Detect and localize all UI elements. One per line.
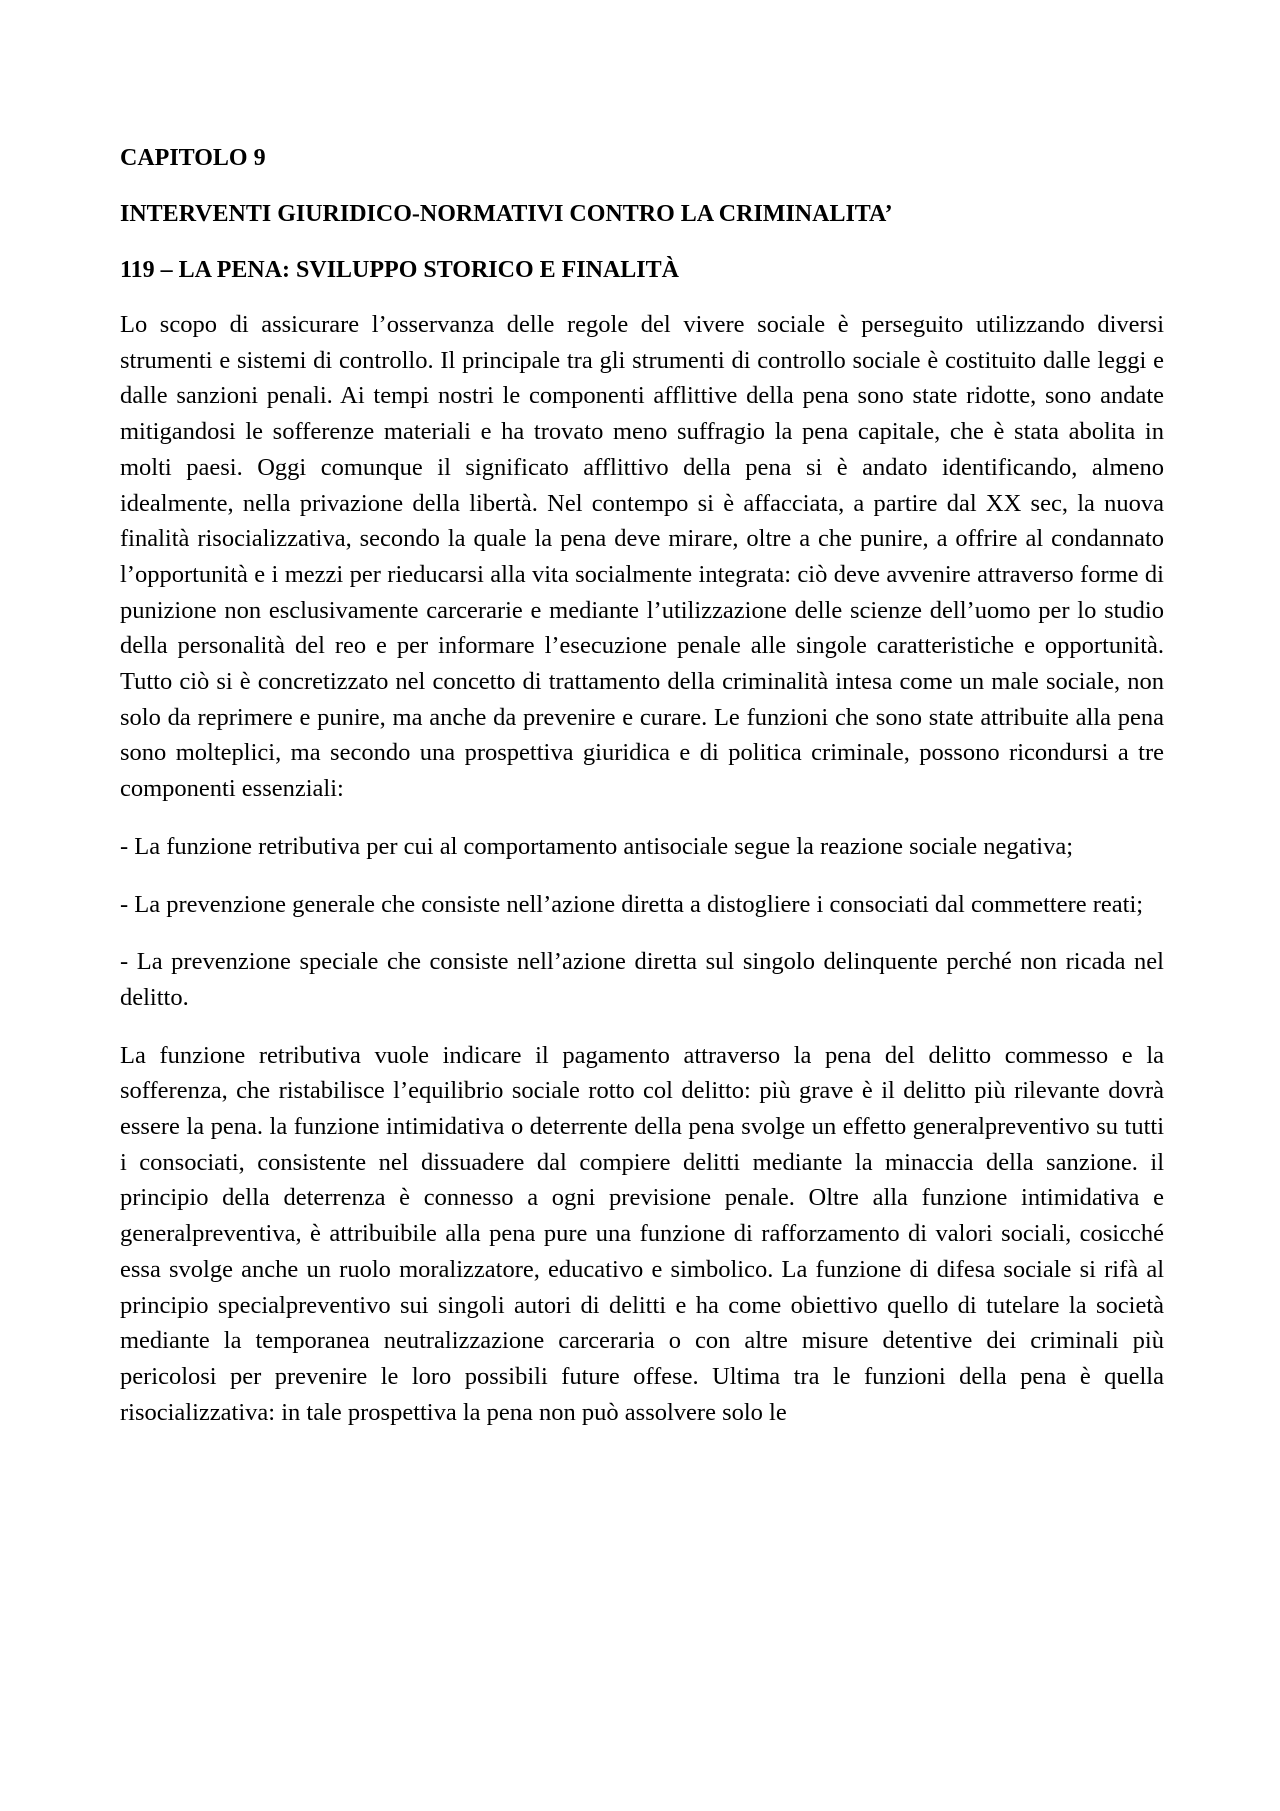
document-page (120, 143, 1164, 1452)
chapter-heading: CAPITOLO 9 (120, 145, 266, 171)
paragraph-intro: Lo scopo di assicurare l’osservanza delle regole del vivere sociale è perseguito utilizzando diversi strumenti e sistemi di controllo. Il principale tra gli strumenti di controllo sociale è costituito dalle leggi e dalle sanzioni penali. Ai tempi nostri le componenti afflittive della pena sono state ridotte, sono andate mitigandosi le sofferenze materiali e ha trovato meno suffragio la pena capitale, che è stata abolita in molti paesi. Oggi comunque il significato afflittivo della pena si è andato identificando, almeno idealmente, nella privazione della libertà. Nel contempo si è affacciata, a partire dal XX sec, la nuova finalità risocializzativa, secondo la quale la pena deve mirare, oltre a che punire, a offrire al condannato l’opportunità e i mezzi per rieducarsi alla vita socialmente integrata: ciò deve avvenire attraverso forme di punizione non esclusivamente carcerarie e mediante l’utilizzazione delle scienze dell’uomo per lo studio della personalità del reo e per informare l’esecuzione penale alle singole caratteristiche e opportunità. Tutto ciò si è concretizzato nel concetto di trattamento della criminalità intesa come un male sociale, non solo da reprimere e punire, ma anche da prevenire e curare. Le funzioni che sono state attribuite alla pena sono molteplici, ma secondo una prospettiva giuridica e di politica criminale, possono ricondursi a tre componenti essenziali: (120, 311, 1164, 803)
paragraph-functions: La funzione retributiva vuole indicare il pagamento attraverso la pena del delitto commesso e la sofferenza, che ristabilisce l’equilibrio sociale rotto col delitto: più grave è il delitto più rilevante dovrà essere la pena. la funzione intimidativa o deterrente della pena svolge un effetto generalpreventivo su tutti i consociati, consistente nel dissuadere dal compiere delitti mediante la minaccia della sanzione. il principio della deterrenza è connesso a ogni previsione penale. Oltre alla funzione intimidativa e generalpreventiva, è attribuibile alla pena pure una funzione di rafforzamento di valori sociali, cosicché essa svolge anche un ruolo moralizzatore, educativo e simbolico. La funzione di difesa sociale si rifà al principio specialpreventivo sui singoli autori di delitti e ha come obiettivo quello di tutelare la società mediante la temporanea neutralizzazione carceraria o con altre misure detentive dei criminali più pericolosi per prevenire le loro possibili future offese. Ultima tra le funzioni della pena è quella risocializzativa: in tale prospettiva la pena non può assolvere solo le (120, 1041, 1164, 1426)
list-item-special-prevention: - La prevenzione speciale che consiste nell’azione diretta sul singolo delinquente perché non ricada nel delitto. (120, 948, 1164, 1011)
list-item-retributive: - La funzione retributiva per cui al comportamento antisociale segue la reazione sociale negativa; (120, 832, 1074, 860)
list-item-general-prevention: - La prevenzione generale che consiste nell’azione diretta a distogliere i consociati dal commettere reati; (120, 890, 1144, 918)
section-heading: 119 – LA PENA: SVILUPPO STORICO E FINALITÀ (120, 257, 679, 283)
chapter-title: INTERVENTI GIURIDICO-NORMATIVI CONTRO LA CRIMINALITA’ (120, 201, 893, 227)
